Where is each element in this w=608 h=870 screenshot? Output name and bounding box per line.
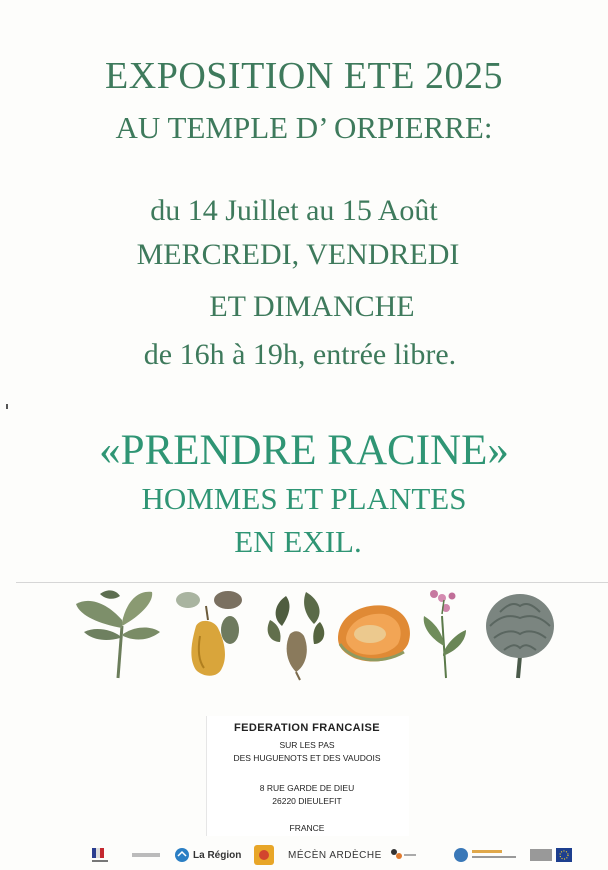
federation-panel [206,716,409,836]
federation-line3: DES HUGUENOTS ET DES VAUDOIS [233,753,381,763]
exhibition-subtitle-cont: EN EXIL. [234,524,362,559]
botanical-illustration [70,586,570,682]
federation-line2: SUR LES PAS [279,740,335,750]
melon-image [338,605,410,661]
leafy-plant-image [76,590,160,678]
partner-logo [132,844,160,866]
mecene-ardeche-label: MÉCÈN ARDÈCHE [288,849,382,861]
la-region-label: La Région [193,849,242,861]
exhibition-title: EXPOSITION ETE 2025 [105,55,503,97]
scan-mark [6,404,8,409]
sponsor-logos [90,844,580,866]
quince-image [176,591,242,676]
opening-days-cont: ET DIMANCHE [209,290,415,323]
opening-hours: de 16h à 19h, entrée libre. [143,338,457,371]
federation-name: FEDERATION FRANCAISE [234,722,380,734]
artichoke-image [486,594,554,678]
divider [16,582,608,583]
exhibition-name: «PRENDRE RACINE» [99,427,509,474]
exhibition-subtitle: HOMMES ET PLANTES [141,481,467,516]
la-region-logo [174,844,241,866]
exhibition-dates: du 14 Juillet au 15 Août [150,194,438,227]
root-plant-image [268,592,325,680]
republique-logo [90,844,112,866]
europe-logo [530,844,574,866]
federation-country: FRANCE [289,823,325,833]
opening-days: MERCREDI, VENDREDI [136,238,460,271]
exhibition-venue: AU TEMPLE D’ ORPIERRE: [115,110,493,145]
partner-logo [452,844,522,866]
federation-address: 8 RUE GARDE DE DIEU [259,783,355,793]
federation-city: 26220 DIEULEFIT [272,796,342,806]
partner-logo [388,844,418,866]
mecene-ardeche-logo [288,844,382,866]
department-logo [254,844,274,866]
flowering-plant-image [424,590,466,678]
